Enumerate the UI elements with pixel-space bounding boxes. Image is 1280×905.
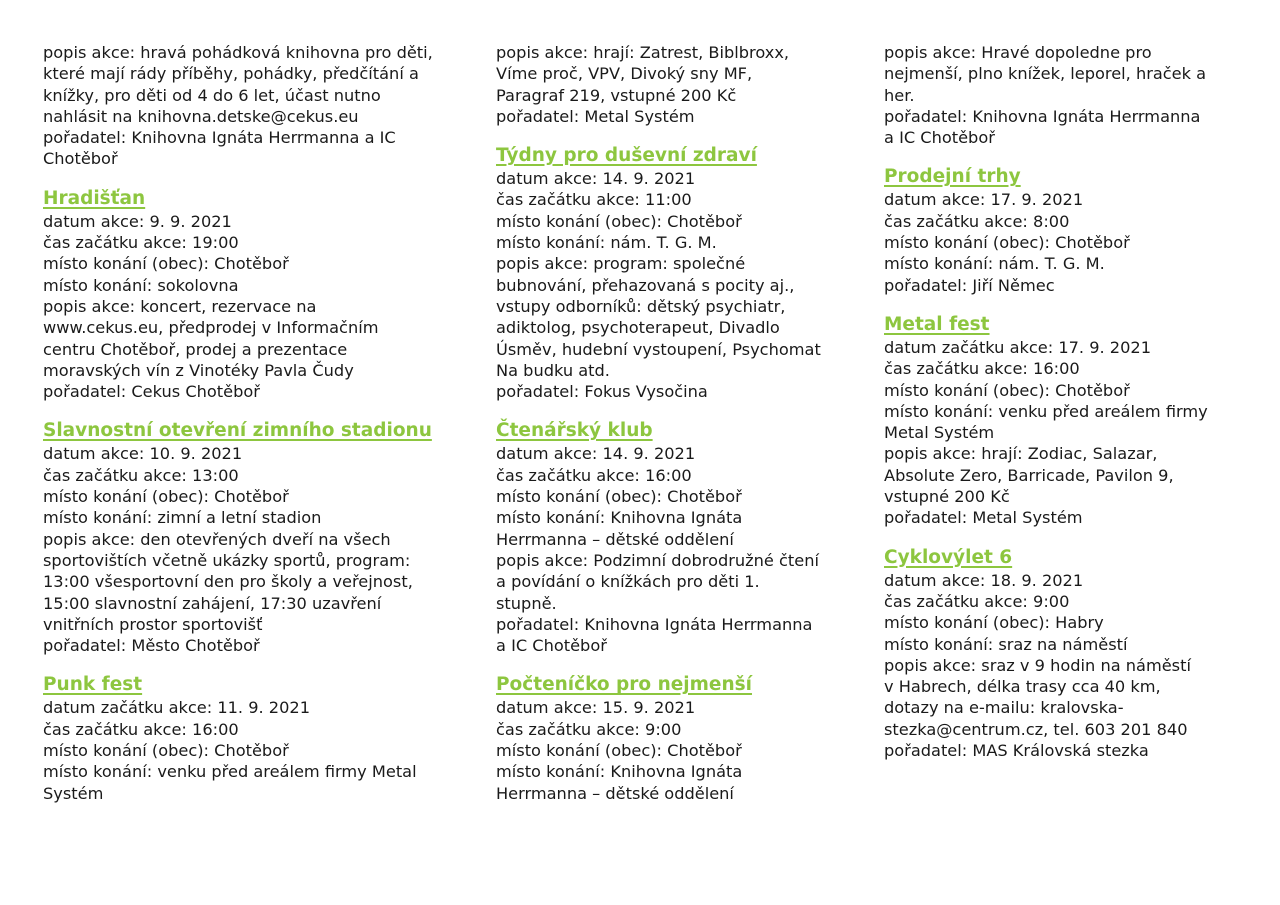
event-detail-line: čas začátku akce: 11:00	[496, 190, 692, 210]
event-detail-line: místo konání: Knihovna Ignáta	[496, 762, 743, 782]
event-detail-line: místo konání (obec): Chotěboř	[43, 487, 289, 507]
event-detail-line: čas začátku akce: 9:00	[496, 719, 682, 739]
column-3	[884, 42, 1280, 761]
event-detail-line: popis akce: program: společné	[496, 254, 746, 274]
event-detail-line: které mají rády příběhy, pohádky, předčítání a	[43, 64, 419, 84]
event-detail-line: a IC Chotěboř	[884, 128, 995, 148]
event-detail-line: místo konání (obec): Habry	[884, 613, 1104, 633]
column-1	[43, 42, 443, 804]
event-detail-line: vnitřních prostor sportovišť	[43, 614, 263, 634]
event-detail-line: čas začátku akce: 16:00	[43, 719, 239, 739]
event-block	[43, 674, 443, 803]
event-detail-line: místo konání (obec): Chotěboř	[496, 211, 742, 231]
event-detail-line: bubnování, přehazovaná s pocity aj.,	[496, 275, 795, 295]
event-detail-line: datum akce: 17. 9. 2021	[884, 190, 1084, 210]
event-detail-line: stezka@centrum.cz, tel. 603 201 840	[884, 719, 1188, 739]
event-detail-line: čas začátku akce: 8:00	[884, 211, 1070, 231]
event-block	[884, 166, 1280, 295]
event-block	[43, 42, 443, 170]
event-detail-line: dotazy na e-mailu: kralovska-	[884, 698, 1124, 718]
event-block	[496, 674, 896, 803]
event-title: Hradišťan	[43, 187, 146, 209]
event-block	[496, 420, 896, 656]
event-detail-line: čas začátku akce: 16:00	[884, 359, 1080, 379]
event-detail-line: vstupy odborníků: dětský psychiatr,	[496, 296, 786, 316]
event-detail-line: pořadatel: Fokus Vysočina	[496, 382, 708, 402]
event-detail-line: pořadatel: MAS Královská stezka	[884, 741, 1149, 761]
event-detail-line: místo konání (obec): Chotěboř	[884, 233, 1130, 253]
event-detail-line: místo konání: venku před areálem firmy Metal	[43, 762, 417, 782]
event-detail-line: popis akce: hravá pohádková knihovna pro děti,	[43, 43, 433, 62]
event-detail-line: místo konání: venku před areálem firmy	[884, 401, 1208, 421]
event-detail-line: datum akce: 15. 9. 2021	[496, 698, 696, 718]
event-detail-line: nahlásit na knihovna.detske@cekus.eu	[43, 106, 359, 126]
event-block	[496, 145, 896, 402]
event-detail-line: Absolute Zero, Barricade, Pavilon 9,	[884, 465, 1174, 485]
event-title: Počteníčko pro nejmenší	[496, 674, 752, 696]
event-detail-line: Herrmanna – dětské oddělení	[496, 783, 734, 803]
event-detail-line: datum akce: 9. 9. 2021	[43, 211, 232, 231]
event-detail-line: popis akce: hrají: Zatrest, Biblbroxx,	[496, 43, 790, 62]
event-title: Punk fest	[43, 674, 143, 696]
event-detail-line: 15:00 slavnostní zahájení, 17:30 uzavření	[43, 593, 382, 613]
event-detail-line: pořadatel: Jiří Němec	[884, 275, 1055, 295]
event-detail-line: datum akce: 10. 9. 2021	[43, 444, 243, 464]
event-detail-line: moravských vín z Vinotéky Pavla Čudy	[43, 360, 354, 380]
event-detail-line: her.	[884, 85, 915, 105]
event-detail-line: popis akce: Hravé dopoledne pro	[884, 43, 1152, 62]
event-title: Metal fest	[884, 313, 990, 335]
event-detail-line: Na budku atd.	[496, 360, 610, 380]
event-title: Cyklovýlet 6	[884, 546, 1013, 568]
event-detail-line: čas začátku akce: 13:00	[43, 465, 239, 485]
event-detail-line: místo konání: Knihovna Ignáta	[496, 508, 743, 528]
event-detail-line: centru Chotěboř, prodej a prezentace	[43, 339, 348, 359]
event-detail-line: datum akce: 14. 9. 2021	[496, 169, 696, 189]
event-detail-line: místo konání: nám. T. G. M.	[496, 233, 717, 253]
event-detail-line: Úsměv, hudební vystoupení, Psychomat	[496, 339, 821, 359]
event-detail-line: datum akce: 18. 9. 2021	[884, 570, 1084, 590]
event-detail-line: pořadatel: Knihovna Ignáta Herrmanna a IC	[43, 128, 396, 148]
event-detail-line: místo konání (obec): Chotěboř	[496, 741, 742, 761]
event-detail-line: a IC Chotěboř	[496, 636, 607, 656]
event-detail-line: místo konání: zimní a letní stadion	[43, 508, 322, 528]
event-detail-line: pořadatel: Cekus Chotěboř	[43, 382, 260, 402]
event-block	[496, 42, 896, 127]
event-detail-line: místo konání: nám. T. G. M.	[884, 254, 1105, 274]
event-detail-line: Herrmanna – dětské oddělení	[496, 529, 734, 549]
event-detail-line: místo konání (obec): Chotěboř	[43, 741, 289, 761]
event-detail-line: a povídání o knížkách pro děti 1.	[496, 572, 760, 592]
event-detail-line: čas začátku akce: 9:00	[884, 591, 1070, 611]
event-detail-line: datum začátku akce: 11. 9. 2021	[43, 698, 311, 718]
event-detail-line: Víme proč, VPV, Divoký sny MF,	[496, 64, 753, 84]
event-detail-line: pořadatel: Metal Systém	[884, 508, 1083, 528]
event-detail-line: popis akce: den otevřených dveří na všech	[43, 529, 391, 549]
event-block	[43, 420, 443, 656]
event-detail-line: 13:00 všesportovní den pro školy a veřejnost,	[43, 572, 413, 592]
event-title: Týdny pro duševní zdraví	[496, 145, 757, 167]
event-detail-line: datum začátku akce: 17. 9. 2021	[884, 337, 1152, 357]
event-detail-line: popis akce: Podzimní dobrodružné čtení	[496, 550, 819, 570]
event-detail-line: místo konání: sraz na náměstí	[884, 634, 1128, 654]
event-detail-line: popis akce: koncert, rezervace na	[43, 296, 317, 316]
event-detail-line: Systém	[43, 783, 104, 803]
event-title: Prodejní trhy	[884, 166, 1021, 188]
event-detail-line: pořadatel: Metal Systém	[496, 106, 695, 126]
event-detail-line: popis akce: hrají: Zodiac, Salazar,	[884, 444, 1158, 464]
event-detail-line: místo konání (obec): Chotěboř	[884, 380, 1130, 400]
event-detail-line: Metal Systém	[884, 423, 995, 443]
event-block	[884, 314, 1280, 529]
column-2	[496, 42, 896, 804]
event-title: Slavnostní otevření zimního stadionu	[43, 420, 432, 442]
event-block	[43, 188, 443, 403]
event-detail-line: stupně.	[496, 593, 557, 613]
event-detail-line: nejmenší, plno knížek, leporel, hraček a	[884, 64, 1207, 84]
event-detail-line: knížky, pro děti od 4 do 6 let, účast nutno	[43, 85, 381, 105]
event-detail-line: pořadatel: Knihovna Ignáta Herrmanna	[496, 614, 813, 634]
event-detail-line: místo konání (obec): Chotěboř	[496, 487, 742, 507]
event-detail-line: datum akce: 14. 9. 2021	[496, 444, 696, 464]
event-detail-line: popis akce: sraz v 9 hodin na náměstí	[884, 655, 1191, 675]
event-title: Čtenářský klub	[496, 420, 653, 442]
event-detail-line: čas začátku akce: 16:00	[496, 465, 692, 485]
event-detail-line: Chotěboř	[43, 149, 118, 169]
event-detail-line: Paragraf 219, vstupné 200 Kč	[496, 85, 737, 105]
event-detail-line: adiktolog, psychoterapeut, Divadlo	[496, 318, 780, 338]
event-detail-line: pořadatel: Město Chotěboř	[43, 636, 260, 656]
event-detail-line: místo konání: sokolovna	[43, 275, 239, 295]
event-detail-line: www.cekus.eu, předprodej v Informačním	[43, 318, 379, 338]
event-block	[884, 547, 1280, 762]
event-block	[884, 42, 1280, 148]
event-detail-line: vstupné 200 Kč	[884, 487, 1010, 507]
event-detail-line: čas začátku akce: 19:00	[43, 233, 239, 253]
event-detail-line: sportovištích včetně ukázky sportů, program:	[43, 550, 411, 570]
event-detail-line: pořadatel: Knihovna Ignáta Herrmanna	[884, 106, 1201, 126]
event-detail-line: v Habrech, délka trasy cca 40 km,	[884, 677, 1161, 697]
event-detail-line: místo konání (obec): Chotěboř	[43, 254, 289, 274]
